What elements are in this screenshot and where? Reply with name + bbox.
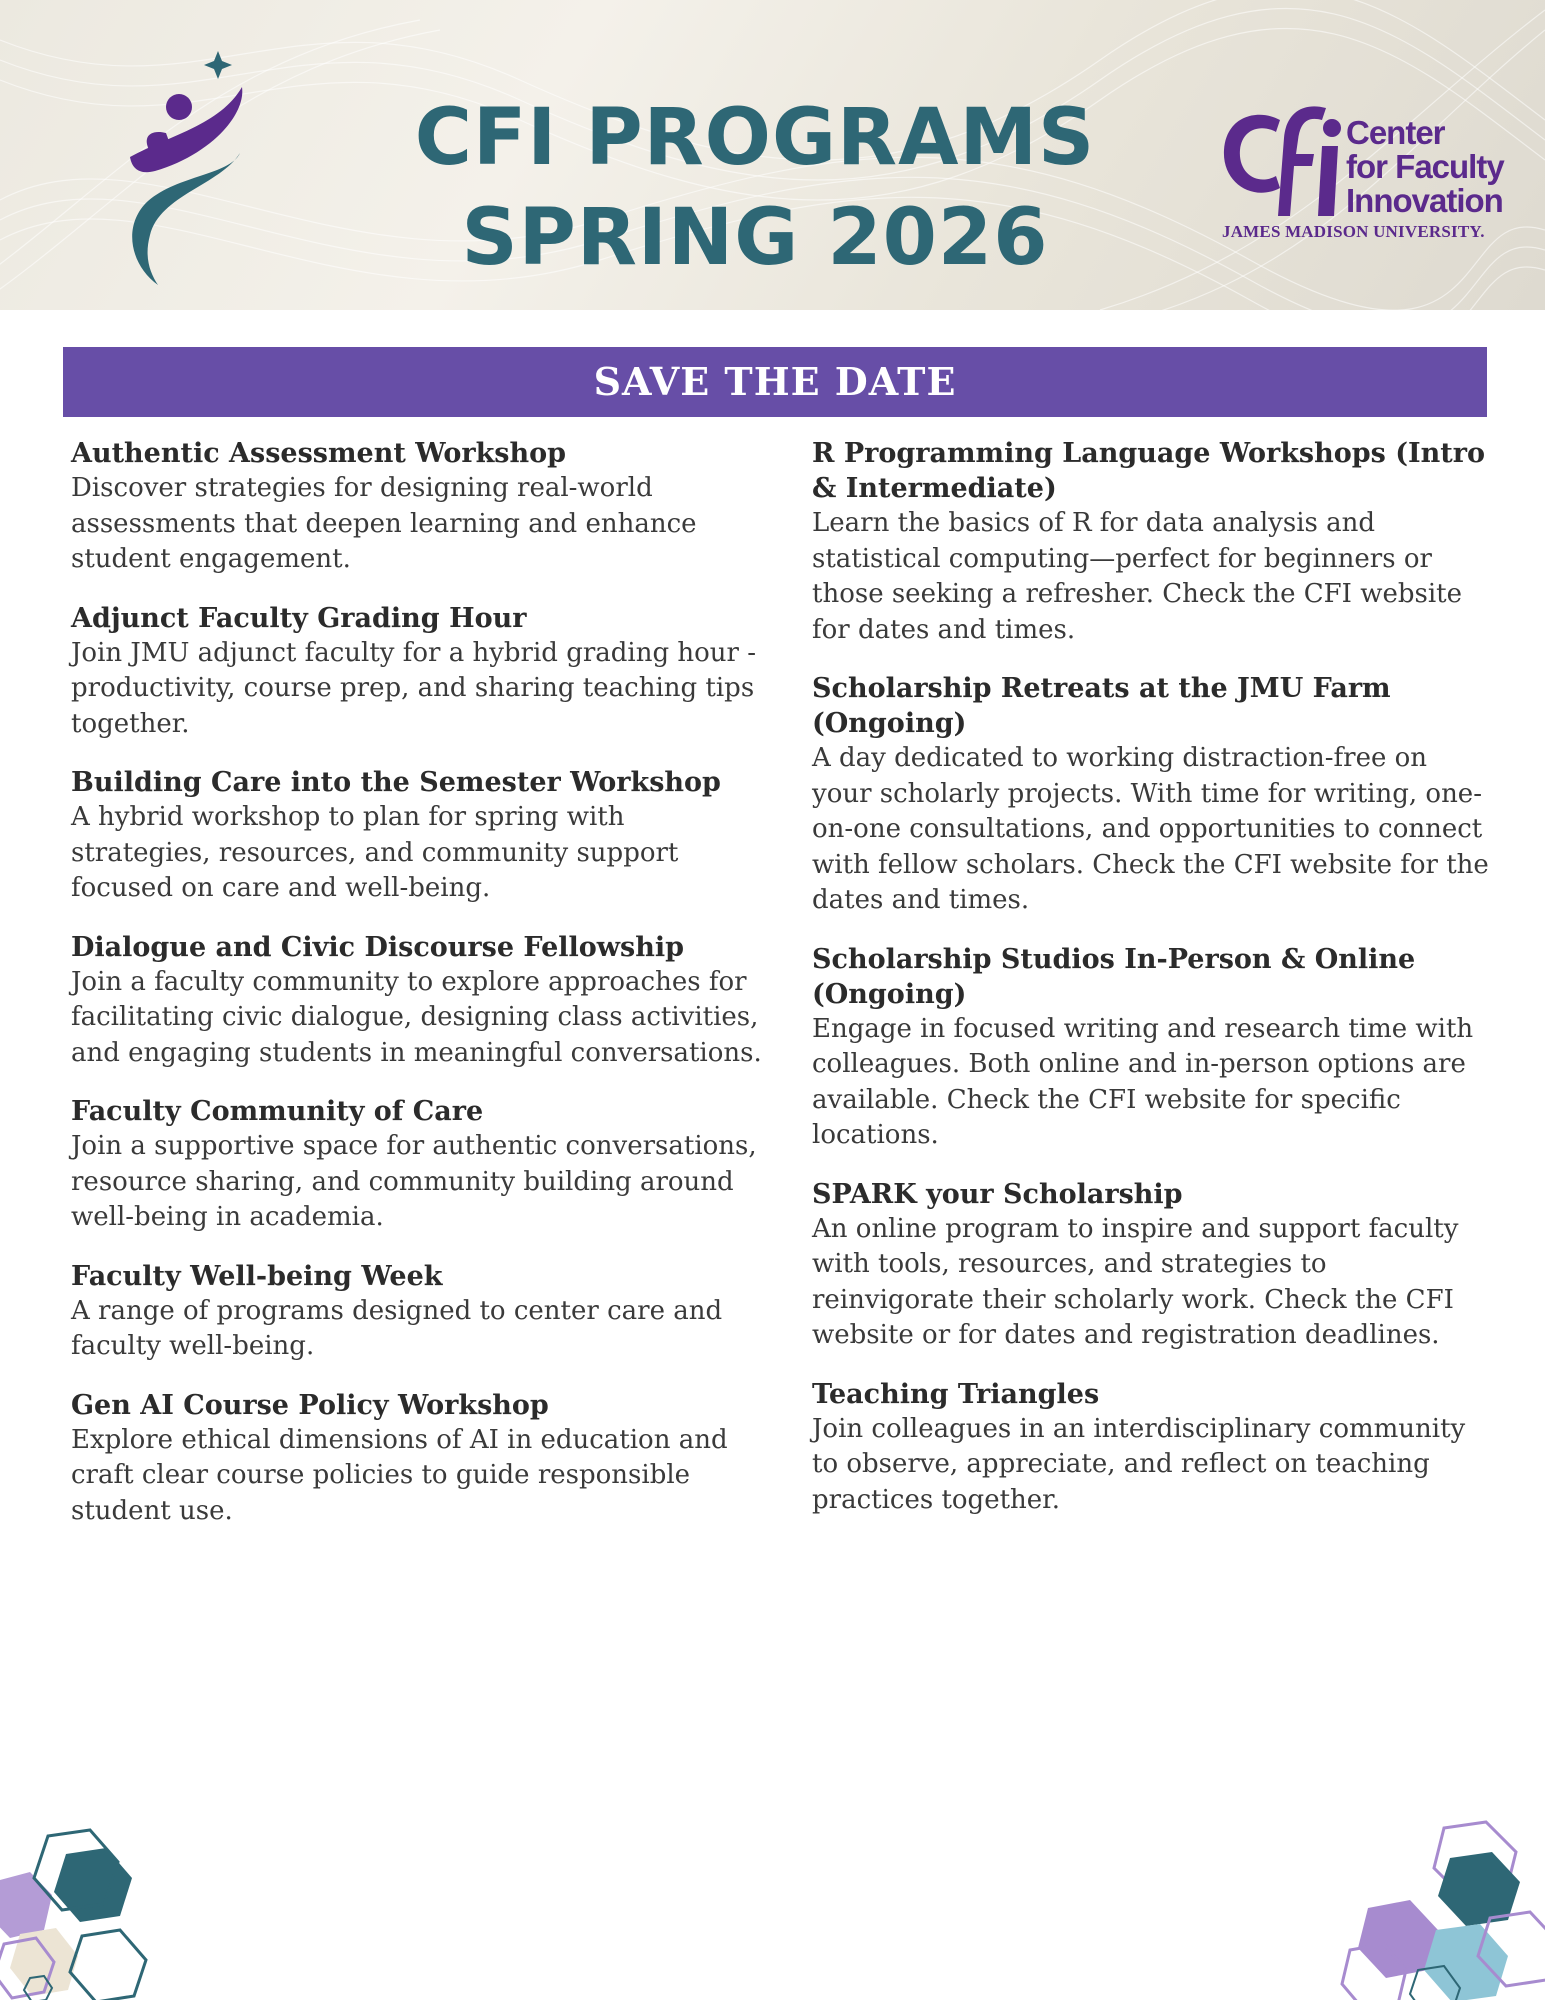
- program-item: [812, 1177, 1492, 1354]
- program-title: Faculty Community of Care: [71, 1096, 484, 1127]
- program-title: Teaching Triangles: [812, 1378, 1100, 1410]
- logo-name-line-2: for Faculty: [1346, 148, 1504, 185]
- program-item: [71, 436, 771, 578]
- program-title: Faculty Well-being Week: [71, 1260, 443, 1292]
- program-description: An online program to inspire and support faculty with tools, resources, and strategies to reinvigorate their scholarly work. Check the CFI website or for dates and registration deadlines.: [812, 1213, 1459, 1350]
- program-item: [71, 1259, 771, 1365]
- program-description: Join colleagues in an interdisciplinary community to observe, appreciate, and reflect on teaching practices together.: [812, 1413, 1466, 1515]
- program-title: R Programming Language Workshops (Intro & Intermediate): [812, 438, 1485, 504]
- logo-name-line-1: Center: [1346, 114, 1445, 151]
- header-banner: [0, 0, 1545, 310]
- hexagon-decoration-right: [1340, 1820, 1545, 2000]
- program-item: [812, 671, 1492, 919]
- program-description: A range of programs designed to center care and faculty well-being.: [71, 1295, 723, 1361]
- programs-right-column: [812, 436, 1492, 1541]
- program-description: Join a faculty community to explore approaches for facilitating civic dialogue, designing class activities, and engaging students in meaningful conversations.: [71, 966, 762, 1068]
- title-line-1: CFI PROGRAMS: [414, 93, 1096, 183]
- logo-university: JAMES MADISON UNIVERSITY.: [1222, 222, 1485, 241]
- program-item: [71, 1388, 771, 1530]
- program-title: Adjunct Faculty Grading Hour: [71, 602, 527, 634]
- cfi-logo: [1218, 98, 1518, 248]
- program-description: Join JMU adjunct faculty for a hybrid grading hour - productivity, course prep, and sharing teaching tips together.: [71, 637, 757, 739]
- program-title: Scholarship Retreats at the JMU Farm (Ongoing): [812, 673, 1391, 739]
- program-title: Building Care into the Semester Workshop: [71, 767, 721, 798]
- logo-name-line-3: Innovation: [1346, 182, 1503, 219]
- program-title: Authentic Assessment Workshop: [71, 438, 567, 469]
- program-description: Engage in focused writing and research time with colleagues. Both online and in-person options are available. Check the CFI website for specific locations.: [812, 1013, 1474, 1150]
- program-description: A day dedicated to working distraction-free on your scholarly projects. With time for writing, one-on-one consultations, and opportunities to connect with fellow scholars. Check the CFI website for the dates and times.: [812, 743, 1489, 915]
- program-description: Explore ethical dimensions of AI in education and craft clear course policies to guide responsible student use.: [71, 1424, 728, 1526]
- program-title: Dialogue and Civic Discourse Fellowship: [71, 931, 685, 963]
- program-item: [812, 1377, 1492, 1519]
- program-item: [71, 765, 771, 907]
- program-item: [812, 436, 1492, 648]
- program-title: Scholarship Studios In-Person & Online (Ongoing): [812, 943, 1416, 1010]
- cfi-monogram-icon: [1218, 98, 1348, 218]
- program-item: [71, 601, 771, 743]
- person-figure-logo: [100, 45, 260, 290]
- page-title: [300, 88, 1210, 288]
- program-description: A hybrid workshop to plan for spring with strategies, resources, and community support focused on care and well-being.: [71, 802, 679, 903]
- program-item: [71, 930, 771, 1072]
- save-the-date-banner: SAVE THE DATE: [63, 347, 1487, 417]
- hexagon-decoration-left: [0, 1820, 200, 2000]
- program-title: Gen AI Course Policy Workshop: [71, 1389, 549, 1421]
- program-item: [71, 1094, 771, 1236]
- program-item: [812, 942, 1492, 1154]
- title-line-2: SPRING 2026: [461, 193, 1049, 283]
- programs-left-column: [71, 436, 771, 1552]
- program-description: Learn the basics of R for data analysis and statistical computing—perfect for beginners or those seeking a refresher. Check the CFI website for dates and times.: [812, 508, 1462, 645]
- program-description: Join a supportive space for authentic conversations, resource sharing, and community building around well-being in academia.: [71, 1131, 757, 1232]
- program-description: Discover strategies for designing real-world assessments that deepen learning and enhance student engagement.: [71, 473, 697, 574]
- program-title: SPARK your Scholarship: [812, 1178, 1183, 1210]
